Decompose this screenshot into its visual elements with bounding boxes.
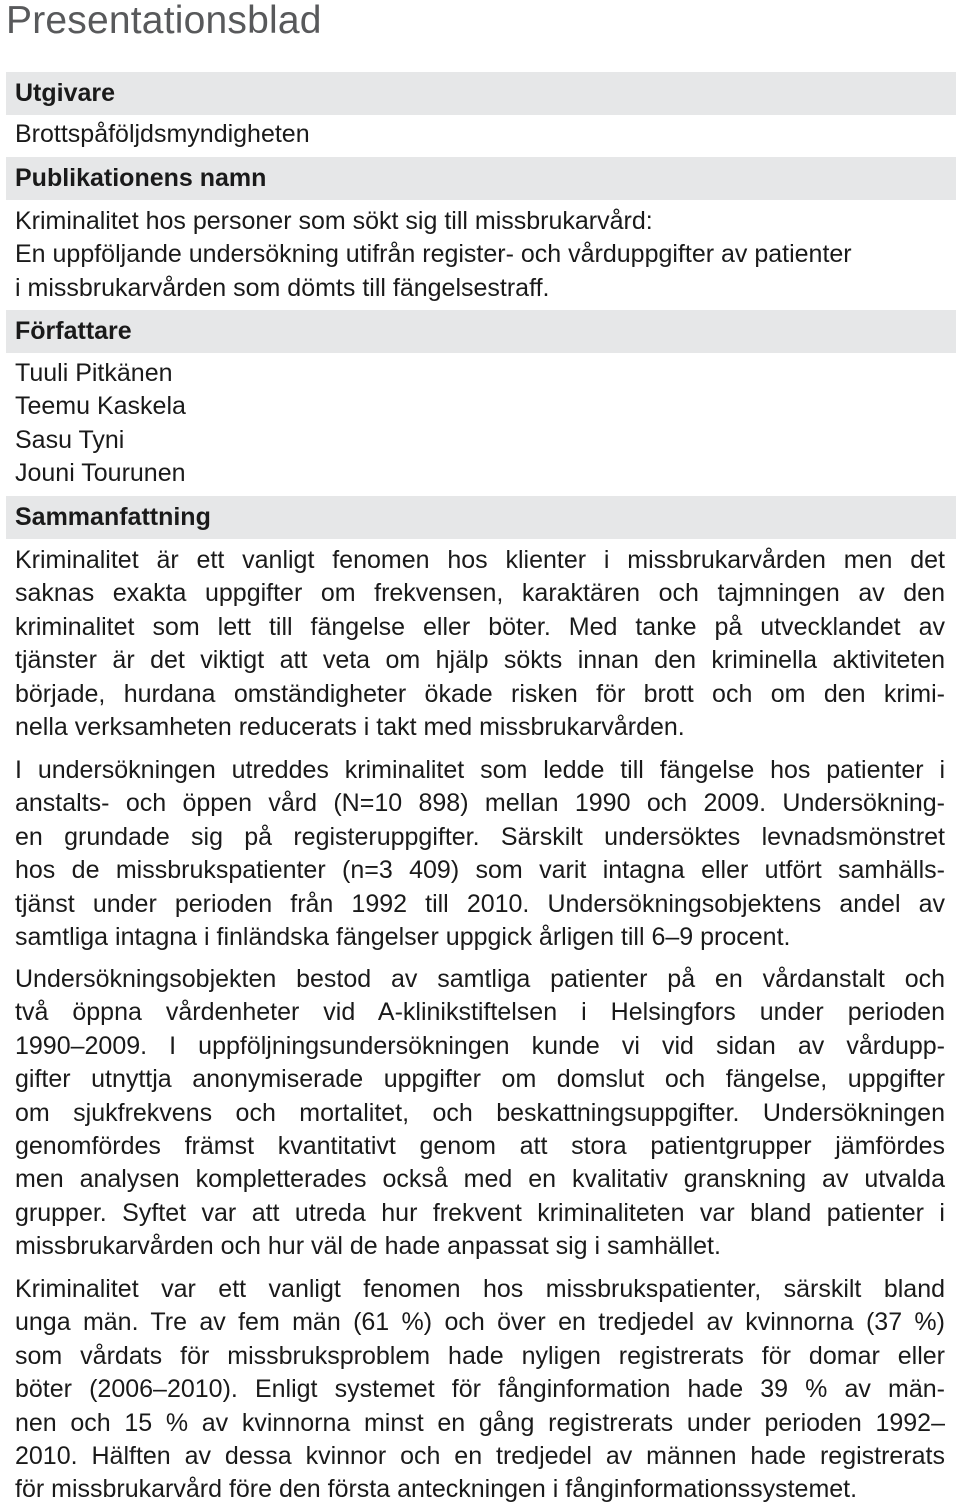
summary-line: började, hurdana omständigheter ökade risken för brott och om den krimi-	[15, 679, 945, 708]
summary-line: gifter utnyttja anonymiserade uppgifter om domslut och fängelse, uppgifter	[15, 1065, 945, 1094]
publication-name-line: En uppföljande undersökning utifrån register- och vårduppgifter av patienter	[15, 240, 852, 269]
section-heading-publisher: Utgivare	[6, 72, 956, 115]
section-heading-publication-name: Publikationens namn	[6, 157, 956, 200]
publication-name-text	[15, 205, 945, 305]
summary-paragraph-2	[15, 754, 945, 954]
author-name: Tuuli Pitkänen	[15, 359, 173, 387]
summary-line: 2010. Hälften av dessa kvinnor och en tredjedel av männen hade registrerats	[15, 1442, 945, 1471]
summary-line: en grundade sig på registeruppgifter. Särskilt undersöktes levnadsmönstret	[15, 822, 945, 851]
summary-line: Undersökningsobjekten bestod av samtliga patienter på en vårdanstalt och	[15, 965, 945, 993]
publication-name-line: Kriminalitet hos personer som sökt sig till missbrukarvård:	[15, 207, 653, 235]
publication-name-line: i missbrukarvården som dömts till fängelsestraff.	[15, 273, 550, 302]
page-title: Presentationsblad	[6, 0, 322, 42]
summary-line: böter (2006–2010). Enligt systemet för fånginformation hade 39 % av män-	[15, 1375, 945, 1404]
summary-line: 1990–2009. I uppföljningsundersökningen kunde vi vid sidan av vårdupp-	[15, 1031, 945, 1060]
summary-line: tjänst under perioden från 1992 till 2010. Undersökningsobjektens andel av	[15, 889, 945, 918]
summary-paragraph-3	[15, 963, 945, 1264]
summary-line: hos de missbrukspatienter (n=3 409) som varit intagna eller utfört samhälls-	[15, 856, 945, 885]
summary-line: genomfördes främst kvantitativt genom att stora patientgrupper jämfördes	[15, 1132, 945, 1161]
publisher-line: Brottspåföljdsmyndigheten	[15, 120, 310, 148]
author-name: Sasu Tyni	[15, 425, 125, 454]
authors-list	[15, 357, 945, 491]
summary-paragraph-4	[15, 1273, 945, 1507]
summary-line: om sjukfrekvens och mortalitet, och beskattningsuppgifter. Undersökningen	[15, 1098, 945, 1127]
summary-line: Kriminalitet var ett vanligt fenomen hos missbrukspatienter, särskilt bland	[15, 1275, 945, 1303]
section-heading-authors: Författare	[6, 310, 956, 353]
summary-line: grupper. Syftet var att utreda hur frekvent kriminaliteten var bland patienter i	[15, 1198, 945, 1227]
summary-line: som vårdats för missbruksproblem hade nyligen registrerats för domar eller	[15, 1341, 945, 1370]
summary-line: nella verksamheten reducerats i takt med missbrukarvården.	[15, 713, 685, 742]
section-heading-summary: Sammanfattning	[6, 496, 956, 539]
summary-line: I undersökningen utreddes kriminalitet som ledde till fängelse hos patienter i	[15, 756, 945, 784]
summary-line: anstalts- och öppen vård (N=10 898) mellan 1990 och 2009. Undersökning-	[15, 789, 945, 818]
author-name: Teemu Kaskela	[15, 392, 186, 421]
summary-line: missbrukarvården och hur väl de hade anpassat sig i samhället.	[15, 1232, 721, 1261]
summary-line: saknas exakta uppgifter om frekvensen, karaktären och tajmningen av den	[15, 579, 945, 608]
author-name: Jouni Tourunen	[15, 459, 186, 488]
summary-line: tjänster är det viktigt att veta om hjälp sökts innan den kriminella aktiviteten	[15, 646, 945, 675]
publisher-text	[15, 118, 945, 151]
summary-line: unga män. Tre av fem män (61 %) och över en tredjedel av kvinnorna (37 %)	[15, 1308, 945, 1337]
summary-line: men analysen kompletterades också med en kvalitativ granskning av utvalda	[15, 1165, 945, 1194]
summary-line: samtliga intagna i finländska fängelser uppgick årligen till 6–9 procent.	[15, 923, 791, 952]
summary-line: kriminalitet som lett till fängelse eller böter. Med tanke på utvecklandet av	[15, 612, 945, 641]
summary-line: Kriminalitet är ett vanligt fenomen hos klienter i missbrukarvården men det	[15, 546, 945, 574]
summary-line: två öppna vårdenheter vid A-klinikstiftelsen i Helsingfors under perioden	[15, 998, 945, 1027]
summary-line: för missbrukarvård före den första anteckningen i fånginformationssystemet.	[15, 1475, 858, 1504]
summary-paragraph-1	[15, 544, 945, 744]
summary-line: nen och 15 % av kvinnorna minst en gång registrerats under perioden 1992–	[15, 1408, 945, 1437]
